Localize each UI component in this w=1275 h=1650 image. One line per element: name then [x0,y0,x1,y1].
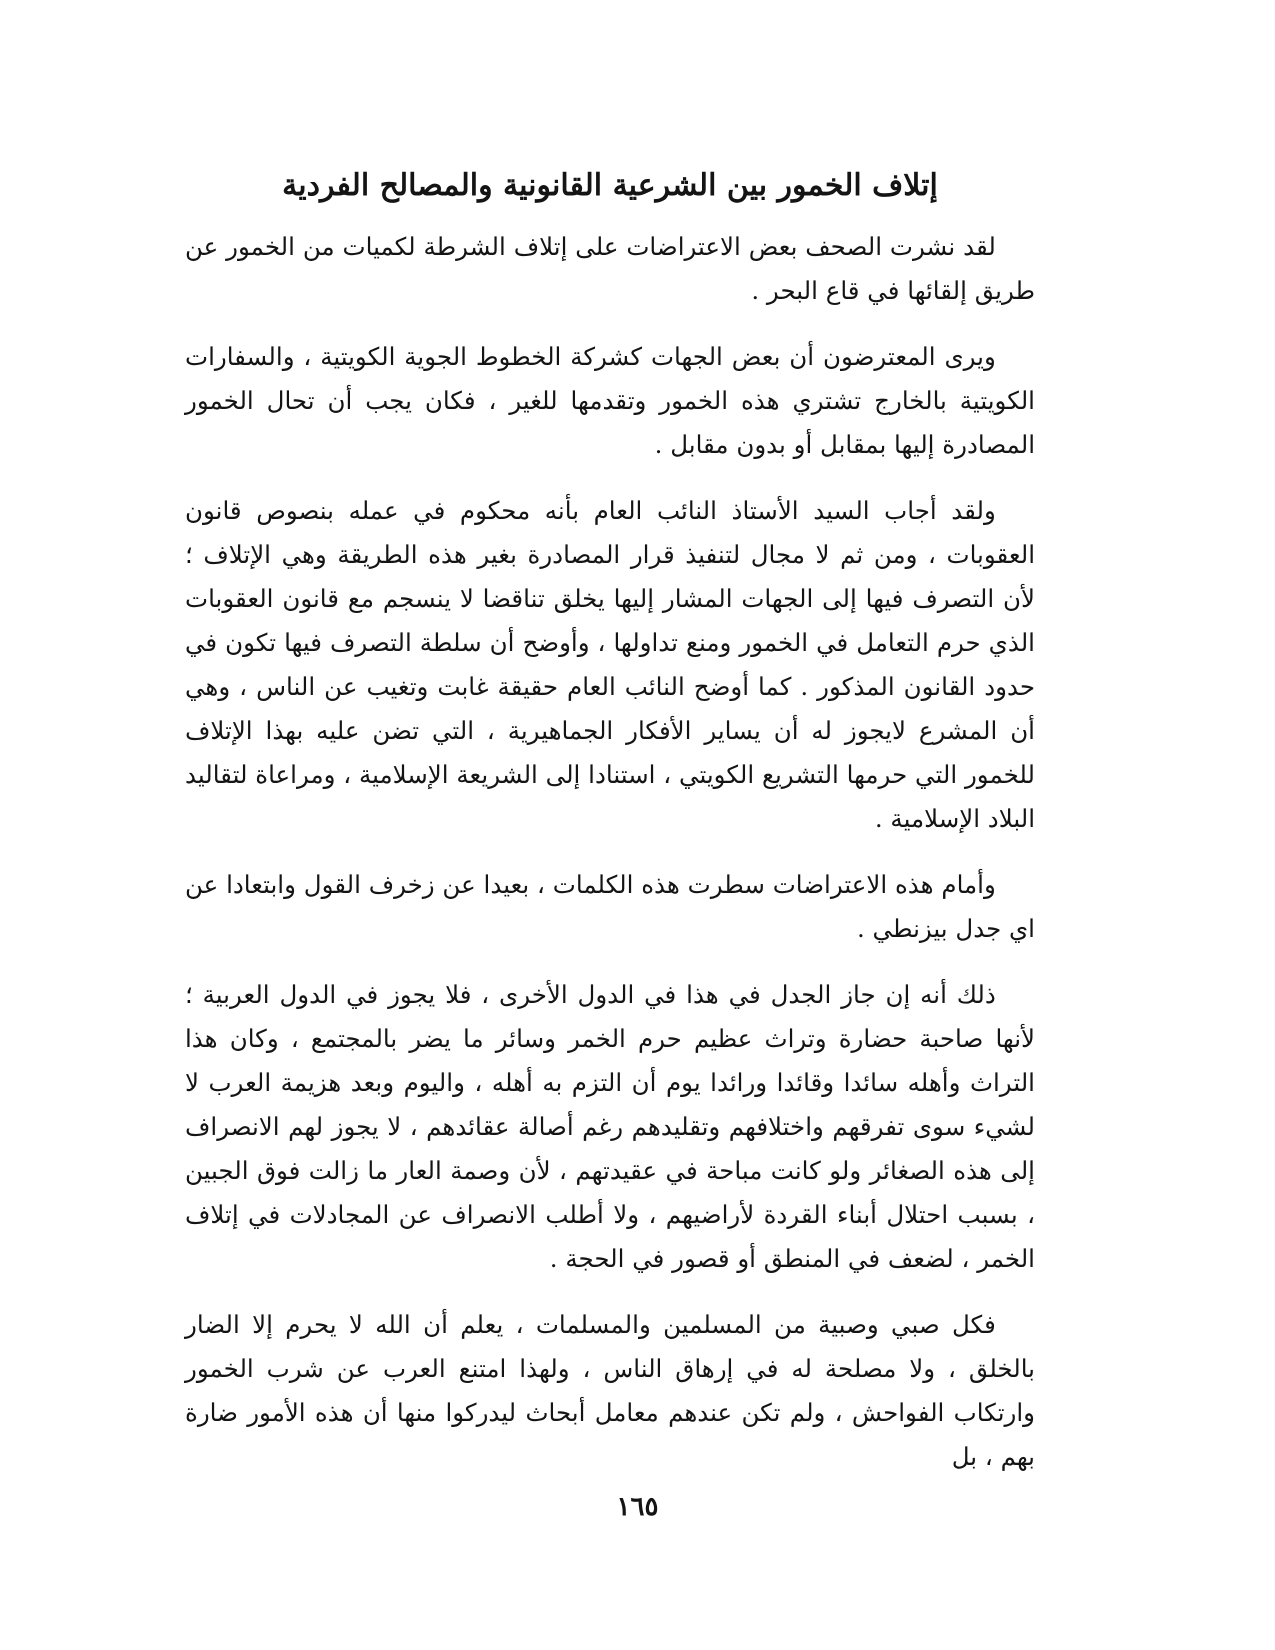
paragraph-6: فكل صبي وصبية من المسلمين والمسلمات ، يعلم أن الله لا يحرم إلا الضار بالخلق ، ولا مصلحة له في إرهاق الناس ، ولهذا امتنع العرب عن شرب الخمور وارتكاب الفواحش ، ولم تكن عندهم معامل أبحاث ليدركوا منها أن هذه الأمور ضارة بهم ، بل [185,1310,1035,1471]
paragraph-2: ويرى المعترضون أن بعض الجهات كشركة الخطوط الجوية الكويتية ، والسفارات الكويتية بالخارج تشتري هذه الخمور وتقدمها للغير ، فكان يجب أن تحال الخمور المصادرة إليها بمقابل أو بدون مقابل . [185,342,1035,459]
paragraph-4: وأمام هذه الاعتراضات سطرت هذه الكلمات ، بعيدا عن زخرف القول وابتعادا عن اي جدل بيزنطي . [185,870,1035,943]
page-number: ١٦٥ [616,1492,659,1522]
paragraph-1: لقد نشرت الصحف بعض الاعتراضات على إتلاف الشرطة لكميات من الخمور عن طريق إلقائها في قاع البحر . [185,232,1035,305]
paragraph-5: ذلك أنه إن جاز الجدل في هذا في الدول الأخرى ، فلا يجوز في الدول العربية ؛ لأنها صاحبة حضارة وتراث عظيم حرم الخمر وسائر ما يضر بالمجتمع ، وكان هذا التراث وأهله سائدا وقائدا ورائدا يوم أن التزم به أهله ، واليوم وبعد هزيمة العرب لا لشيء سوى تفرقهم واختلافهم وتقليدهم رغم أصالة عقائدهم ، لا يجوز لهم الانصراف إلى هذه الصغائر ولو كانت مباحة في عقيدتهم ، لأن وصمة العار ما زالت فوق الجبين ، بسبب احتلال أبناء القردة لأراضيهم ، ولا أطلب الانصراف عن المجادلات في إتلاف الخمر ، لضعف في المنطق أو قصور في الحجة . [185,980,1035,1273]
body-text [185,225,1035,1501]
page-title: إتلاف الخمور بين الشرعية القانونية والمصالح الفردية [282,168,938,203]
paragraph-3: ولقد أجاب السيد الأستاذ النائب العام بأنه محكوم في عمله بنصوص قانون العقوبات ، ومن ثم لا مجال لتنفيذ قرار المصادرة بغير هذه الطريقة وهي الإتلاف ؛ لأن التصرف فيها إلى الجهات المشار إليها يخلق تناقضا لا ينسجم مع قانون العقوبات الذي حرم التعامل في الخمور ومنع تداولها ، وأوضح أن سلطة التصرف فيها تكون في حدود القانون المذكور . كما أوضح النائب العام حقيقة غابت وتغيب عن الناس ، وهي أن المشرع لايجوز له أن يساير الأفكار الجماهيرية ، التي تضن عليه بهذا الإتلاف للخمور التي حرمها التشريع الكويتي ، استنادا إلى الشريعة الإسلامية ، ومراعاة لتقاليد البلاد الإسلامية . [185,496,1036,833]
